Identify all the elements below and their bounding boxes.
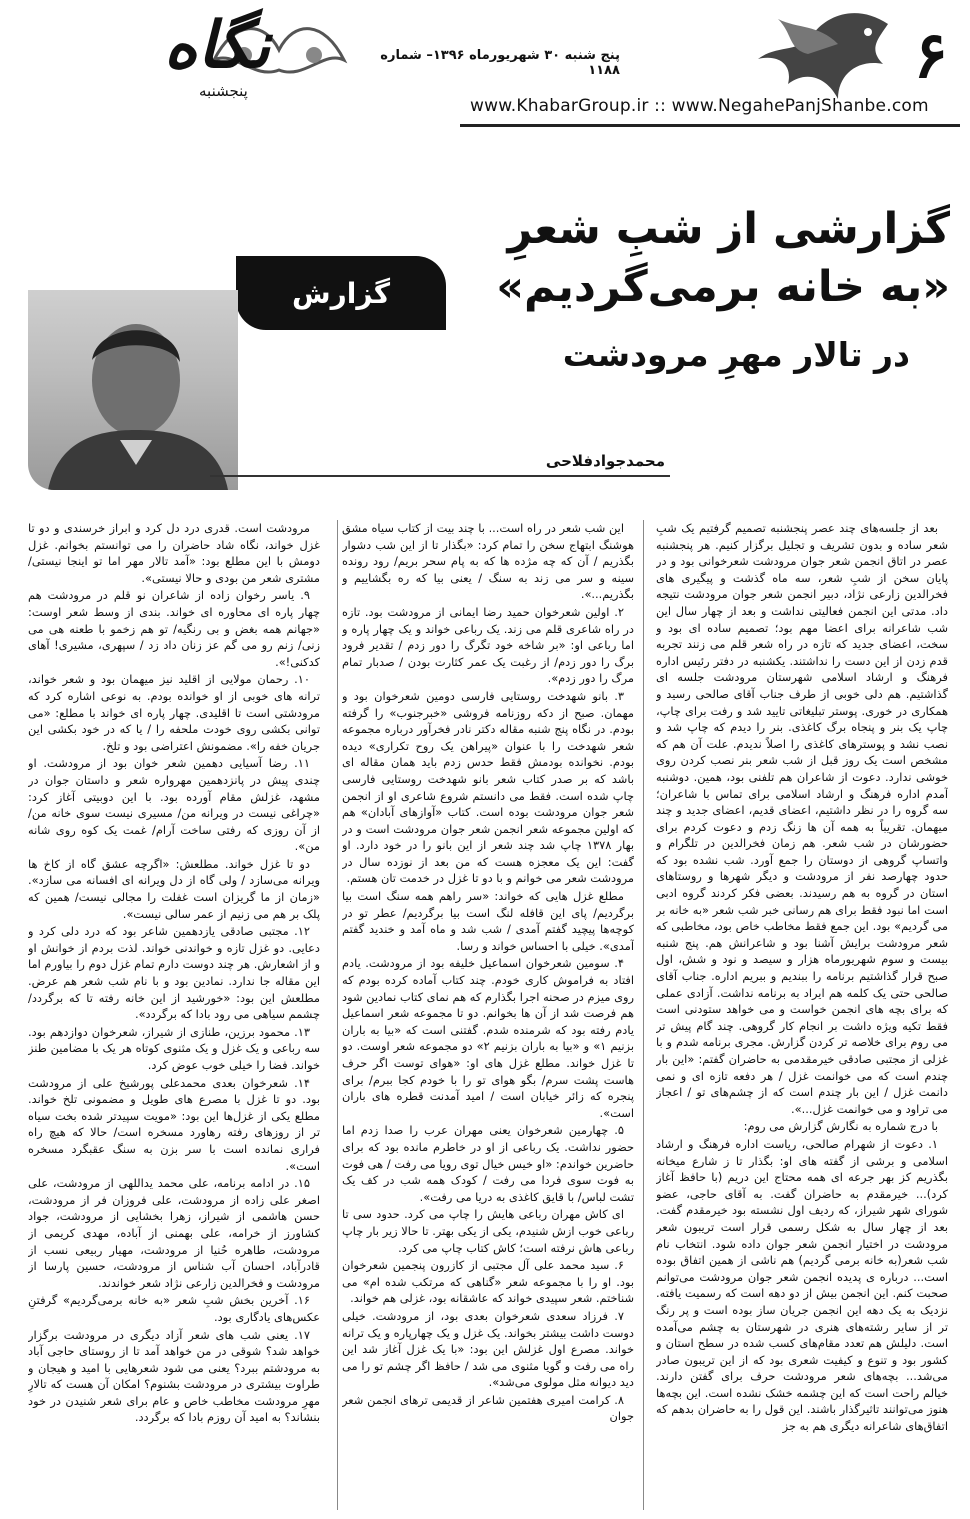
paragraph: ۷. فرزاد سعدی شعرخوان بعدی بود، از مرودشت. خیلی دوست داشت بیشتر بخواند. یک غزل و یک چهارپاره و یک ترانه خواند. مصرع اول غزلش این بود: «با یک غزل آغاز شد این راه می رفت و گویا مثنوی می شد / حافظ اگر چشم تو را می دید دیوانه مثل مولوی می‌شد». [342, 1308, 634, 1390]
website-links[interactable]: www.KhabarGroup.ir :: www.NegahePanjShanbe.com [470, 96, 929, 116]
article-column [28, 520, 320, 1510]
column-divider [643, 520, 644, 1510]
paragraph: ۶. سید محمد علی آل مجتبی از کازرون پنجمین شعرخوان بود. او را با مجموعه شعر «گناهی که مرتکب شده ام» می شناختم. شعر سپیدی خواند که عاشقانه بود، غزلی هم خواند. [342, 1258, 634, 1306]
headline [470, 200, 950, 380]
paragraph: مرودشت است. قدری درد دل کرد و ابراز خرسندی و دو تا غزل خواند، نگاه شاد حاضران را می توانستم بخوانم. غزل دومش با این مطلع بود: «آمد تالار مهر اما تو اینجا نیستی/ مشتری شعر من بودی و حالا نیستی». [28, 521, 320, 585]
paragraph: ۱۵. در ادامه برنامه، علی محمد یداللهی از مرودشت، علی اصغر علی زاده از مرودشت، علی فروزان فر از مرودشت، حسن هاشمی از شیراز، زهرا بخشایی از مرودشت، جواد کشاورز از خرامه، علی بهمنی از آباده، مهدی کریمی از مرودشت، طاهره حُنیا از مرودشت، مهیار ربیعی نسب از قادرآباد، احسان آب شناس از مرودشت، حسین پارسا از مرودشت و فخرالدین زارعی نژاد شعر خواندند. [28, 1176, 320, 1290]
issue-date: پنج شنبه ۳۰ شهریورماه ۱۳۹۶– شماره ۱۱۸۸ [380, 48, 620, 78]
paragraph: ۲. اولین شعرخوان حمید رضا ایمانی از مرودشت بود. تازه در راه شاعری قلم می زند. یک رباعی خواند و یک چهار پاره و اما رباعی او: «بر شاخه خود تگرگ را دور زدم / تقدیر فرود برگ را دور زدم/ از رغبت یک عمر کثارت بودن / صدبار تمام مرگ را دور زدم». [342, 604, 634, 686]
masthead [14, 0, 354, 110]
paragraph: با درج شماره به نگارش گزارش می روم: [743, 1119, 938, 1134]
paragraph: ۴. سومین شعرخوان اسماعیل خلیفه بود از مرودشت. یادم افتاد به فراموش کاری خودم. چند کتاب آماده کرده بودم که روی میزم در صحنه اجرا بگذارم که هم نمای کتاب نمادین شود هم فرصت شد از آن ها بخوانم. دو تا مجموعه شعر اسماعیل یادم رفته بود که شرمنده شدم. گفتنی است که «بیا به باران بزنیم ۱» و «بیا به باران بزنیم ۲» دو مجموعه شعر اوست. دو تا غزل خواند. مطلع غزل های او: «هوای توست اگر حرف هاست پشت سرم/ بگو هوای تو را با خودم کجا ببرم/ برای پنجره که زائر خیابان است / امید آمدنت قطره های باران است». [342, 956, 634, 1120]
logo-subtitle: پنجشنبه [199, 82, 248, 100]
paragraph: دو تا غزل خواند. مطلعش: «اگرچه عشق گاه از کاخ ها ویرانه می‌سازد / ولی گاه از دل ویرانه ای افسانه می سازد». «زمان از ما گریزان است غفلت را مجالی نیست/ همین که پلک بر هم می زنیم از عمر سالی نیست». [28, 856, 320, 921]
header-divider [460, 124, 960, 127]
author-divider [210, 475, 670, 477]
paragraph: ۱. دعوت از شهرام صالحی، ریاست اداره فرهنگ و ارشاد اسلامی و برشی از گفته های او: بگذار تا ز شارع میخانه بگذریم کز بهر جرعه ای همه محتاج این دریم (با حافظ آغاز کرد)... خیرمقدم به حاضران گفت. به آقای حاجی، عضو شورای شهر شیراز، که ردیف اول نشسته بود خیرمقدم گفت. بعد از چهار سال به شکل رسمی قرار است تریبون شعر مرودشت در اختیار انجمن شعر جوان داده شود. انتخاب نام شب شعر(به خانه برمی گردیم) هم ناشی از همین اتفاق بوده است... درباره ی پدیده انجمن شعر جوان مرودشت می‌توانم صحبت کنم. این انجمن بیش از دو دهه است که رسمیت یافته. نزدیک به یک دهه این انجمن جریان ساز بوده است و پر رنگ تر از سایر رشته‌های هنری در شهرستان به چشم می‌آمده است. دلیلش هم تعدد مقام‌های کسب شده در سطح استان و کشور بود و تنوع و کیفیت شعری بود که از این تریبون صادر می‌شد... بچه‌های شعر مرودشت حرف برای گفتن دارند. خیالم راحت است که این چشمه خشک نشده است. این بچه‌ها هنوز می‌توانند تاثیرگذار باشند. این قول را به حاضران بدهم که اتفاق‌های شاعرانه دیگری هم به جز [656, 1136, 948, 1434]
headline-line-1: گزارشی از شبِ شعرِ [507, 204, 950, 254]
paragraph: ۳. بانو شهدخت روستایی فارسی دومین شعرخوان بود و مهمان. صبح از دکه روزنامه فروشی «خبرجنوب» را گرفته بودم. در نگاه پنج شنبه مقاله دکتر نادر فخرآور درباره مجموعه شعر شهدخت را با عنوان «پیراهن یک روح تکراری» دیده بودم. نخوانده بودمش فقط حدس زدم باید همان مقاله ای باشد که بر صدر کتاب شعر بانو شهدخت روستایی فارسی چاپ شده است. فقط می دانستم شروع شاعری او از انجمن شعر جوان مرودشت بوده است. کتاب «آوازهای آبادان» هم که اولین مجموعه شعر انجمن شعر جوان مرودشت است و در بهار ۱۳۷۸ چاپ شد چند شعر از این بانو را در خود دارد. او گفت: این یک معجزه هست که من بعد از نوزده سال در مرودشت شعر می خوانم و با دو تا غزل در خدمت تان هستم. [342, 688, 634, 886]
page-header [0, 0, 970, 150]
article-body [28, 520, 948, 1510]
author-photo [28, 290, 238, 490]
paragraph: مطلع غزل هایی که خواند: «سر راهم همه سنگ است بیا برگردیم/ پای این قافله لنگ است بیا برگردیم/ عطر تو در کوچه‌ها پیچید گفتم آمدی / شب شد و ماه آمد و خندید گفتم آمدی». خیلی با احساس خواند و رسا. [342, 889, 634, 953]
article-column [342, 520, 634, 1510]
person-icon [28, 290, 238, 490]
paragraph: ۸. کرامت امیری هفتمین شاعر از قدیمی ترهای انجمن شعر جوان [342, 1392, 634, 1424]
paragraph: ۱۱. رضا آسیایی دهمین شعر خوان بود از مرودشت. او چندی پیش در پانزدهمین مهرواره شعر و داستان جوان در مشهد، غزلش مقام آورده بود. با این دوبیتی آغاز کرد: «چراغی نیست در ویرانه من/ مسیری نیست سوی خانه من/ از آن روزی که رفتی ساخت آرام/ غمت یک کوه روی شانه من». [28, 756, 320, 854]
logo: نگاه [164, 8, 271, 83]
paragraph: ۱۳. محمود برزین، طنازی از شیراز، شعرخوان دوازدهم بود. سه رباعی و یک غزل و یک مثنوی کوتاه هر یک با مضامین طنز خواند. فضا را خیلی خوب عوض کرد. [28, 1024, 320, 1072]
paragraph: ای کاش مهران رباعی هایش را چاپ می کرد. حدود سی تا رباعی خوب ازش شنیدم، یکی از یکی بهتر. تا حالا زیر بار چاپ رباعی هاش نرفته است؛ کاش کتاب چاپ می کرد. [342, 1207, 634, 1255]
author-name: محمدجوادفلاحی [545, 452, 665, 470]
paragraph: ۱۷. یعنی شب های شعر آزاد دیگری در مرودشت برگزار خواهد شد؟ شوقی در من خواهد آمد تا از روستای حاجی آباد به مرودشتم ببرد؟ یعنی می شود شعرهایی با امید و هیجان و طراوت بیشتری در مرودشت بشنوم؟ امکان آن هست که تالارِ مهرِ مرودشت مخاطب خاص و عام برای شعر شنیدن در خود بنشاند؟ به امید آن روزم بادا که برگردد. [28, 1327, 320, 1425]
headline-line-3: در تالار مهرِ مرودشت [562, 335, 910, 374]
paragraph: ۱۶. آخرین بخش شبِ شعر «به خانه برمی‌گردیم» گرفتنِ عکس‌های یادگاری بود. [28, 1293, 320, 1324]
phoenix-icon [718, 4, 898, 104]
paragraph: ۱۲. مجتبی صادقی یازدهمین شاعر بود که درد دلی کرد و دعایی. دو غزل تازه و خواندنی خواند. لذت بردم از خوانش او و از اشعارش. هر چند دوست دارم تمام غزل دوم را بیاورم اما این مقاله جا ندارد. نمادین بود و با نام شب شعر هم عرض. مطلعش این بود: «خورشید از این خانه رفته تا که برگردد/ چشمم سیاهی می رود بادا که برگردد». [28, 924, 320, 1022]
paragraph: بعد از جلسه‌های چند عصر پنجشنبه تصمیم گرفتیم یک شبِ شعر ساده و بدون تشریف و تجلیل برگزار کنیم. هر پنجشنبه عصر در اتاق انجمن شعر جوان مرودشت شعرخوانی بود و در پایان سخن از شبِ شعر، سه ماه گذشت و پیگیری های فخرالدین زارعی نژاد، دبیر انجمن شعر جوان مرودشت نتیجه داد. مدتی این انجمن فعالیتی نداشت و بعد از چهار سال این شب شاعرانه برای اعضا مهم بود؛ تصمیم ساده ای بود و سخت، اعضای جدید که تازه در راه شعر قلم می زنند تجربه قدم زدن از این دست را نداشتند. یکشنبه در دفتر رئیس اداره فرهنگ و ارشاد اسلامی شهرستان مرودشت جلسه ای گذاشتیم. هم دلی خوبی از طرف جناب آقای صالحی رسید و همکاری در خوری. پوستر تبلیغاتی تایید شد و رفت برای چاپ، چاپ یک بنر و پنجاه برگ کاغذی. بنر را دیدم که چاپ شد و نصب نشد و پوسترهای کاغذی را اصلاً ندیدم. علت آن هم که مشخص است یک روز قبل از شب شعر بنر نصب کردن روی خوشی ندارد. دعوت از شاعران هم تلفنی بود، همین. دوشنبه آمدم اداره فرهنگ و ارشاد اسلامی برای تماس با شاعران؛ سه گروه را در نظر داشتیم، اعضای قدیم، اعضای جدید و چند میهمان. تقریباً به همه آن ها زنگ زدم و دعوت کردم برای حضورشان در شب شعر. هم زمان فخرالدین در تلگرام و واتساپ گروهی از دوستان را جمع آورد. شب نشده بود که حدود چهارصد نفر از مرودشت و دیگر شهرها و روستاهای استان در گروه به هم رسیدند. بعضی فکر کردند گروه ادبی است اما نبود فقط برای هم رسانی خبر شب شعر «به خانه بر می گردیم» بود. این جمع فقط مخاطب خاص بود، مخاطبی که شعر مرودشت برایش آشنا بود و شاعرانش هم. پنج شنبه بیست و سوم شهریورماه هزار و سیصد و نود و شش، اول صبح قرار گذاشتیم برنامه را ببندیم و ببریم اداره. جناب آقای صالحی حتی یک کلمه هم ایراد به برنامه نداشت. آزادی عملی که برای بچه های انجمن خواست و می خواهد ستودنی است فقط تکیه ویژه داشت بر انجام کار گروهی. چند گام پیش تر می روم برای خلاصه تر کردن گزارش. مجری برنامه شدم و با غزلی از مجتبی صادقی خیرمقدمی به حاضران گفتم: «این بار چندم است که می خوانمت غزل / هر دفعه تازه ای و نمی دانمت غزل / این بار چندم است که از چشم‌های تو / اعجاز می تراود و می خوانمت غزل...». [656, 521, 948, 1116]
article-column [656, 520, 948, 1510]
paragraph: ۱۰. رحمان مولایی از اقلید نیز میهمان بود و شعر خواند، ترانه های خوبی از او خوانده بودم. به نوعی اشاره کرد که مرودشتی است تا اقلیدی. چهار پاره ای خواند با مطلع: «می توانی بکشی روی خودت ملحفه را / یا که در خود بکشی این جریان خفه را». مضمونش اعتراضی بود و تلخ. [28, 672, 320, 753]
paragraph: این شب شعر در راه است... با چند بیت از کتاب سیاه مشق هوشنگ ابتهاج سخن را تمام کرد: «بگذار تا از این شب دشوار بگذریم / آن که چه مژده ها که به پام سحر بریم/ رود رونده سینه و سر می زند به سنگ / یعنی بیا که ره بگشاییم و بگذریم...». [342, 521, 634, 602]
page-number: ۶ [913, 18, 948, 93]
headline-line-2: «به خانه برمی‌گردیم» [496, 262, 950, 312]
paragraph: ۵. چهارمین شعرخوان یعنی مهران عرب را صدا زدم اما حضور نداشت. یک رباعی از او در خاطرم مانده بود که برای حاضرین خواندم: «او خیس خیال توی رویا می رفت / هی فوت به فوت سوی فردا می رفت / کودک همه شب در کف یک تشت لباس/ با قایق کاغذی به دریا می رفت». [342, 1123, 634, 1204]
paragraph: ۱۴. شعرخوان بعدی محمدعلی پورشیخ علی از مرودشت بود. دو تا غزل با مصرع های طویل و مضمونی تلخ خواند. مطلع یکی از غزل‌ها این بود: «مویت سپیدتر شده بخت سیاه تر از روزهای رفته رهاورد مسخره است/ حالا که هیچ راه فراری نمانده است با سر بزن به سنگ عقبگرد مسخره است». [28, 1075, 320, 1173]
section-label: گزارش [236, 256, 446, 330]
column-divider [337, 520, 338, 1510]
paragraph: ۹. یاسر رخوان زاده از شاعران نو قلم در مرودشت هم چهار پاره ای محاوره ای خواند. بندی از وسط شعر اوست: «جهانم همه بغض و بی رنگیه/ تو هم زخمو با طعنه هی می زنی/ زنم رو می گم عز زنان داد زد / سپهری، مشیری! آهای کدکنی!». [28, 588, 320, 669]
